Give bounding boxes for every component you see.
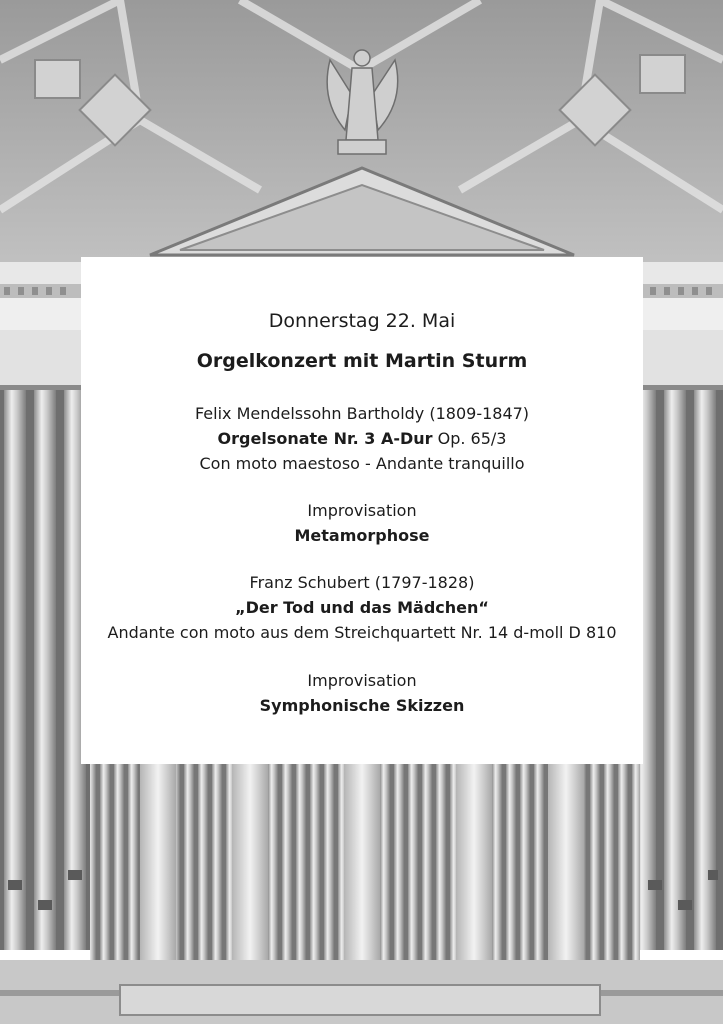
work-1-title: Orgelsonate Nr. 3 A-Dur xyxy=(217,429,433,448)
work-3-detail: Andante con moto aus dem Streichquartett Nr. 14 d-moll D 810 xyxy=(107,623,617,642)
work-1-opus: Op. 65/3 xyxy=(432,429,507,448)
work-1-movements: Con moto maestoso - Andante tranquillo xyxy=(199,454,525,473)
composer-1: Felix Mendelssohn Bartholdy (1809-1847) xyxy=(194,404,530,423)
composer-3: Franz Schubert (1797-1828) xyxy=(249,573,475,592)
work-3-title: „Der Tod und das Mädchen“ xyxy=(235,598,489,617)
work-2-title: Metamorphose xyxy=(294,526,430,545)
concert-title: Orgelkonzert mit Martin Sturm xyxy=(196,350,528,372)
work-4-title: Symphonische Skizzen xyxy=(259,696,465,715)
program-card xyxy=(81,257,643,764)
work-1 xyxy=(81,431,643,447)
composer-4: Improvisation xyxy=(307,671,417,690)
concert-date: Donnerstag 22. Mai xyxy=(268,310,456,332)
composer-2: Improvisation xyxy=(307,501,417,520)
